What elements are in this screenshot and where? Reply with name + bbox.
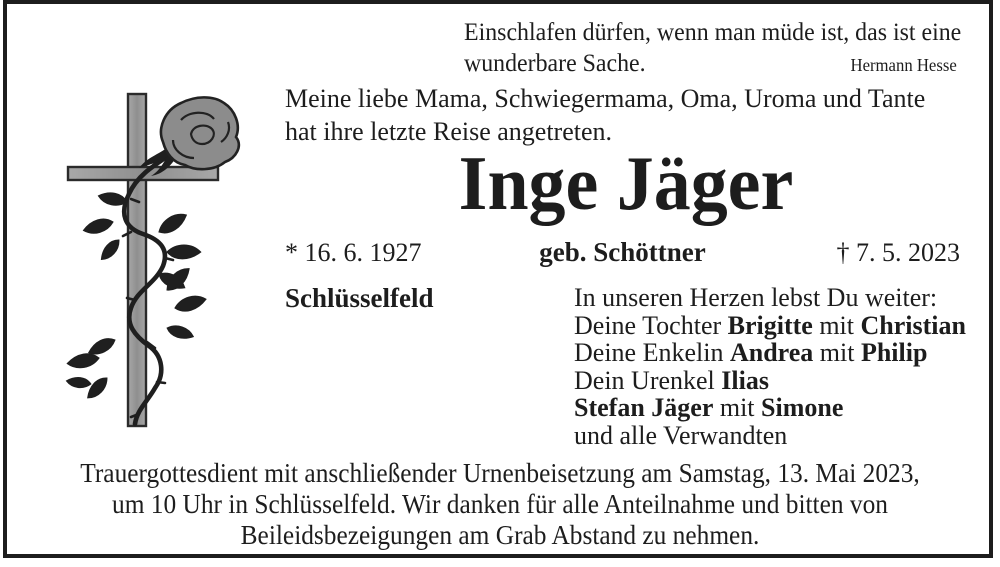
quote-line1: Einschlafen dürfen, wenn man müde ist, das ist eine [464, 19, 962, 46]
family-heading: In unseren Herzen lebst Du weiter: [574, 283, 938, 312]
family-line: Deine Enkelin Andrea mit Philip [574, 338, 928, 368]
place-name: Schlüsselfeld [285, 283, 434, 313]
quote-line2: wunderbare Sache. [464, 50, 646, 77]
quote-block [464, 17, 962, 81]
dates-row [285, 237, 960, 268]
announcement-line1: Trauergottesdient mit anschließender Urnenbeisetzung am Samstag, 13. Mai 2023, [80, 458, 920, 488]
birth-date: * 16. 6. 1927 [285, 238, 422, 267]
family-block [574, 284, 966, 450]
announcement-block [0, 458, 1000, 551]
family-line: Deine Tochter Brigitte mit Christian [574, 310, 966, 340]
announcement-line3: Beileidsbezeigungen am Grab Abstand zu nehmen. [240, 520, 760, 550]
intro-line2: hat ihre letzte Reise angetreten. [285, 117, 613, 146]
intro-block [285, 82, 985, 148]
maiden-name: geb. Schöttner [539, 237, 706, 267]
family-line: Dein Urenkel Ilias [574, 365, 769, 395]
quote-attribution: Hermann Hesse [850, 55, 957, 75]
intro-line1: Meine liebe Mama, Schwiegermama, Oma, Uroma und Tante [285, 84, 926, 113]
announcement-line2: um 10 Uhr in Schlüsselfeld. Wir danken für alle Anteilnahme und bitten von [112, 489, 888, 519]
death-date: † 7. 5. 2023 [836, 238, 960, 267]
family-line: Stefan Jäger mit Simone [574, 393, 844, 423]
deceased-name: Inge Jäger [458, 140, 794, 226]
family-line: und alle Verwandten [574, 420, 788, 450]
cross-with-rose-icon [55, 82, 250, 432]
